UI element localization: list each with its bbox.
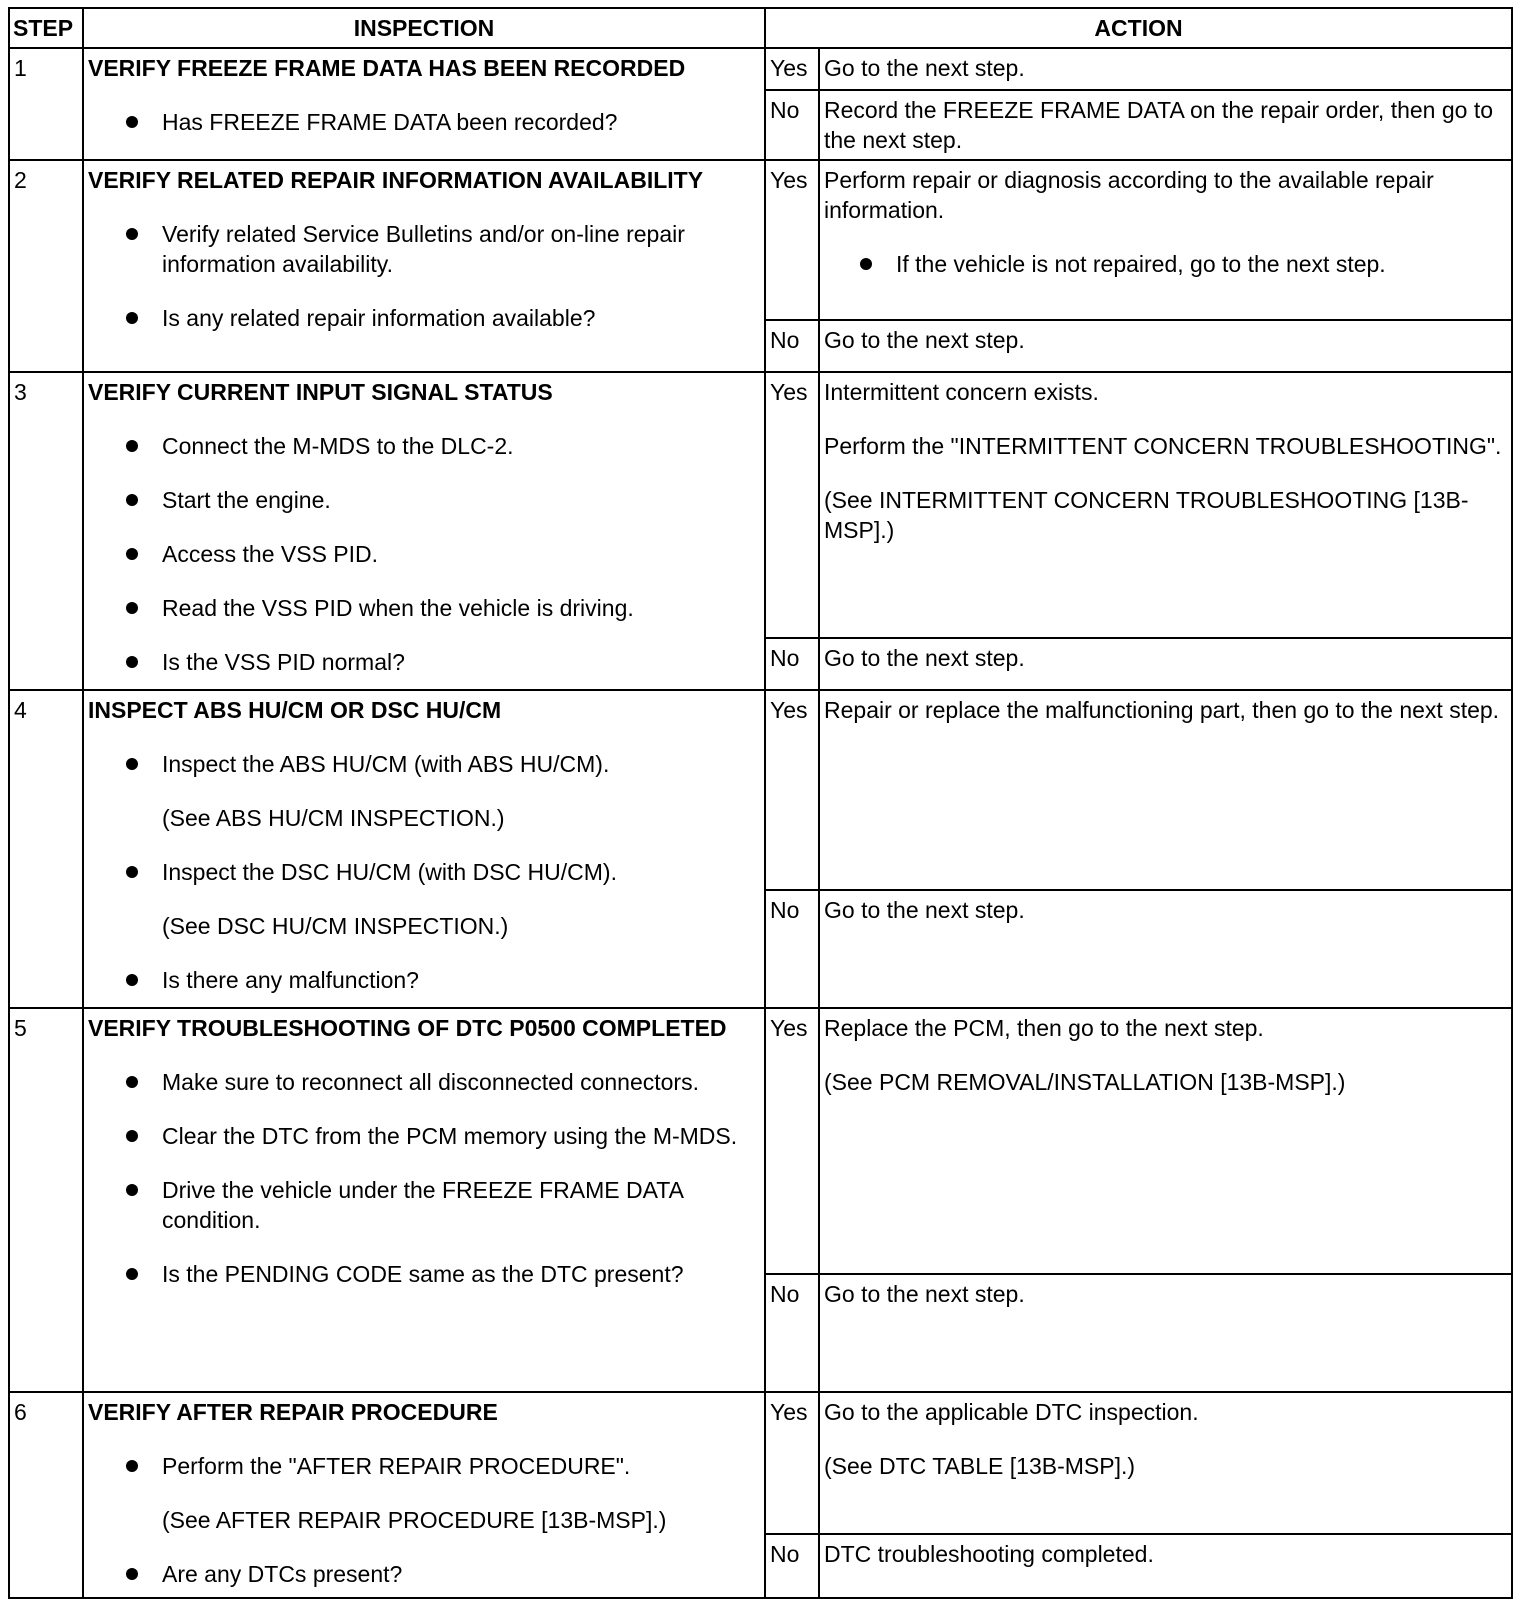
- no-label: No: [765, 1534, 819, 1598]
- bullet-icon: [88, 647, 162, 677]
- step-5-inspection: [83, 1008, 765, 1392]
- inspection-item: Make sure to reconnect all disconnected connectors.: [88, 1067, 760, 1097]
- no-action: Go to the next step.: [819, 890, 1512, 1008]
- diagnostic-steps-table: [8, 7, 1513, 1599]
- bullet-icon: [88, 1559, 162, 1589]
- no-action: Record the FREEZE FRAME DATA on the repair order, then go to the next step.: [819, 90, 1512, 160]
- header-step: STEP: [9, 8, 83, 48]
- no-action: Go to the next step.: [819, 1274, 1512, 1392]
- inspection-item: Has FREEZE FRAME DATA been recorded?: [88, 107, 760, 137]
- inspection-item: Is there any malfunction?: [88, 965, 760, 995]
- step-title: VERIFY RELATED REPAIR INFORMATION AVAILABILITY: [88, 167, 704, 193]
- inspection-item: Read the VSS PID when the vehicle is driving.: [88, 593, 760, 623]
- bullet-icon: [88, 107, 162, 137]
- bullet-icon: [88, 1451, 162, 1481]
- step-title: VERIFY AFTER REPAIR PROCEDURE: [88, 1399, 498, 1425]
- bullet-icon: [88, 1121, 162, 1151]
- inspection-item: Clear the DTC from the PCM memory using the M-MDS.: [88, 1121, 760, 1151]
- inspection-reference: (See AFTER REPAIR PROCEDURE [13B-MSP].): [162, 1507, 667, 1533]
- no-label: No: [765, 638, 819, 690]
- header-inspection: INSPECTION: [83, 8, 765, 48]
- step-6-inspection: [83, 1392, 765, 1598]
- inspection-item: Start the engine.: [88, 485, 760, 515]
- yes-action: Go to the next step.: [819, 48, 1512, 90]
- inspection-item: Is any related repair information available?: [88, 303, 760, 333]
- inspection-item: Is the VSS PID normal?: [88, 647, 760, 677]
- inspection-item: Are any DTCs present?: [88, 1559, 760, 1589]
- bullet-icon: [88, 539, 162, 569]
- no-label: No: [765, 320, 819, 372]
- no-label: No: [765, 90, 819, 160]
- step-number: 1: [9, 48, 83, 160]
- bullet-icon: [88, 1067, 162, 1097]
- step-4-inspection: [83, 690, 765, 1008]
- yes-label: Yes: [765, 690, 819, 890]
- yes-label: Yes: [765, 160, 819, 320]
- no-action: Go to the next step.: [819, 638, 1512, 690]
- yes-label: Yes: [765, 1392, 819, 1534]
- step-1-inspection: [83, 48, 765, 160]
- bullet-icon: [88, 593, 162, 623]
- bullet-icon: [88, 1175, 162, 1235]
- step-number: 5: [9, 1008, 83, 1392]
- step-5-yes-row: [9, 1008, 1512, 1274]
- step-number: 3: [9, 372, 83, 690]
- bullet-icon: [88, 1259, 162, 1289]
- inspection-reference: (See DSC HU/CM INSPECTION.): [162, 913, 509, 939]
- yes-action: Replace the PCM, then go to the next step. (See PCM REMOVAL/INSTALLATION [13B-MSP].): [819, 1008, 1512, 1274]
- no-label: No: [765, 890, 819, 1008]
- inspection-reference: (See ABS HU/CM INSPECTION.): [162, 805, 505, 831]
- header-row: [9, 8, 1512, 48]
- step-3-inspection: [83, 372, 765, 690]
- yes-action: Perform repair or diagnosis according to the available repair information. If the vehicle is not repaired, go to the next step.: [819, 160, 1512, 320]
- yes-label: Yes: [765, 1008, 819, 1274]
- step-2-yes-row: [9, 160, 1512, 320]
- step-title: VERIFY CURRENT INPUT SIGNAL STATUS: [88, 379, 553, 405]
- inspection-item: Access the VSS PID.: [88, 539, 760, 569]
- action-bullet-item: If the vehicle is not repaired, go to the next step.: [824, 249, 1507, 279]
- bullet-icon: [88, 219, 162, 279]
- step-3-yes-row: [9, 372, 1512, 638]
- inspection-item: Is the PENDING CODE same as the DTC present?: [88, 1259, 760, 1289]
- step-number: 6: [9, 1392, 83, 1598]
- yes-label: Yes: [765, 372, 819, 638]
- step-number: 4: [9, 690, 83, 1008]
- no-action: DTC troubleshooting completed.: [819, 1534, 1512, 1598]
- bullet-icon: [88, 485, 162, 515]
- yes-action: Repair or replace the malfunctioning part, then go to the next step.: [819, 690, 1512, 890]
- header-action: ACTION: [765, 8, 1512, 48]
- no-label: No: [765, 1274, 819, 1392]
- yes-action: Go to the applicable DTC inspection. (See DTC TABLE [13B-MSP].): [819, 1392, 1512, 1534]
- step-6-yes-row: [9, 1392, 1512, 1534]
- bullet-icon: [88, 431, 162, 461]
- step-title: VERIFY FREEZE FRAME DATA HAS BEEN RECORDED: [88, 55, 686, 81]
- procedure-sheet: [8, 7, 1513, 1599]
- inspection-item: Perform the "AFTER REPAIR PROCEDURE".: [88, 1451, 760, 1481]
- bullet-icon: [88, 303, 162, 333]
- inspection-item: Drive the vehicle under the FREEZE FRAME DATA condition.: [88, 1175, 760, 1235]
- bullet-icon: [88, 857, 162, 887]
- step-title: INSPECT ABS HU/CM OR DSC HU/CM: [88, 697, 502, 723]
- step-title: VERIFY TROUBLESHOOTING OF DTC P0500 COMPLETED: [88, 1015, 727, 1041]
- bullet-icon: [824, 249, 896, 279]
- step-4-yes-row: [9, 690, 1512, 890]
- inspection-item: Inspect the DSC HU/CM (with DSC HU/CM).: [88, 857, 760, 887]
- step-1-yes-row: [9, 48, 1512, 90]
- inspection-item: Inspect the ABS HU/CM (with ABS HU/CM).: [88, 749, 760, 779]
- inspection-item: Verify related Service Bulletins and/or on-line repair information availability.: [88, 219, 760, 279]
- yes-action: Intermittent concern exists. Perform the "INTERMITTENT CONCERN TROUBLESHOOTING". (See INTERMITTENT CONCERN TROUBLESHOOTING [13B-MSP].): [819, 372, 1512, 638]
- step-2-inspection: [83, 160, 765, 372]
- bullet-icon: [88, 749, 162, 779]
- yes-label: Yes: [765, 48, 819, 90]
- bullet-icon: [88, 965, 162, 995]
- no-action: Go to the next step.: [819, 320, 1512, 372]
- step-number: 2: [9, 160, 83, 372]
- inspection-item: Connect the M-MDS to the DLC-2.: [88, 431, 760, 461]
